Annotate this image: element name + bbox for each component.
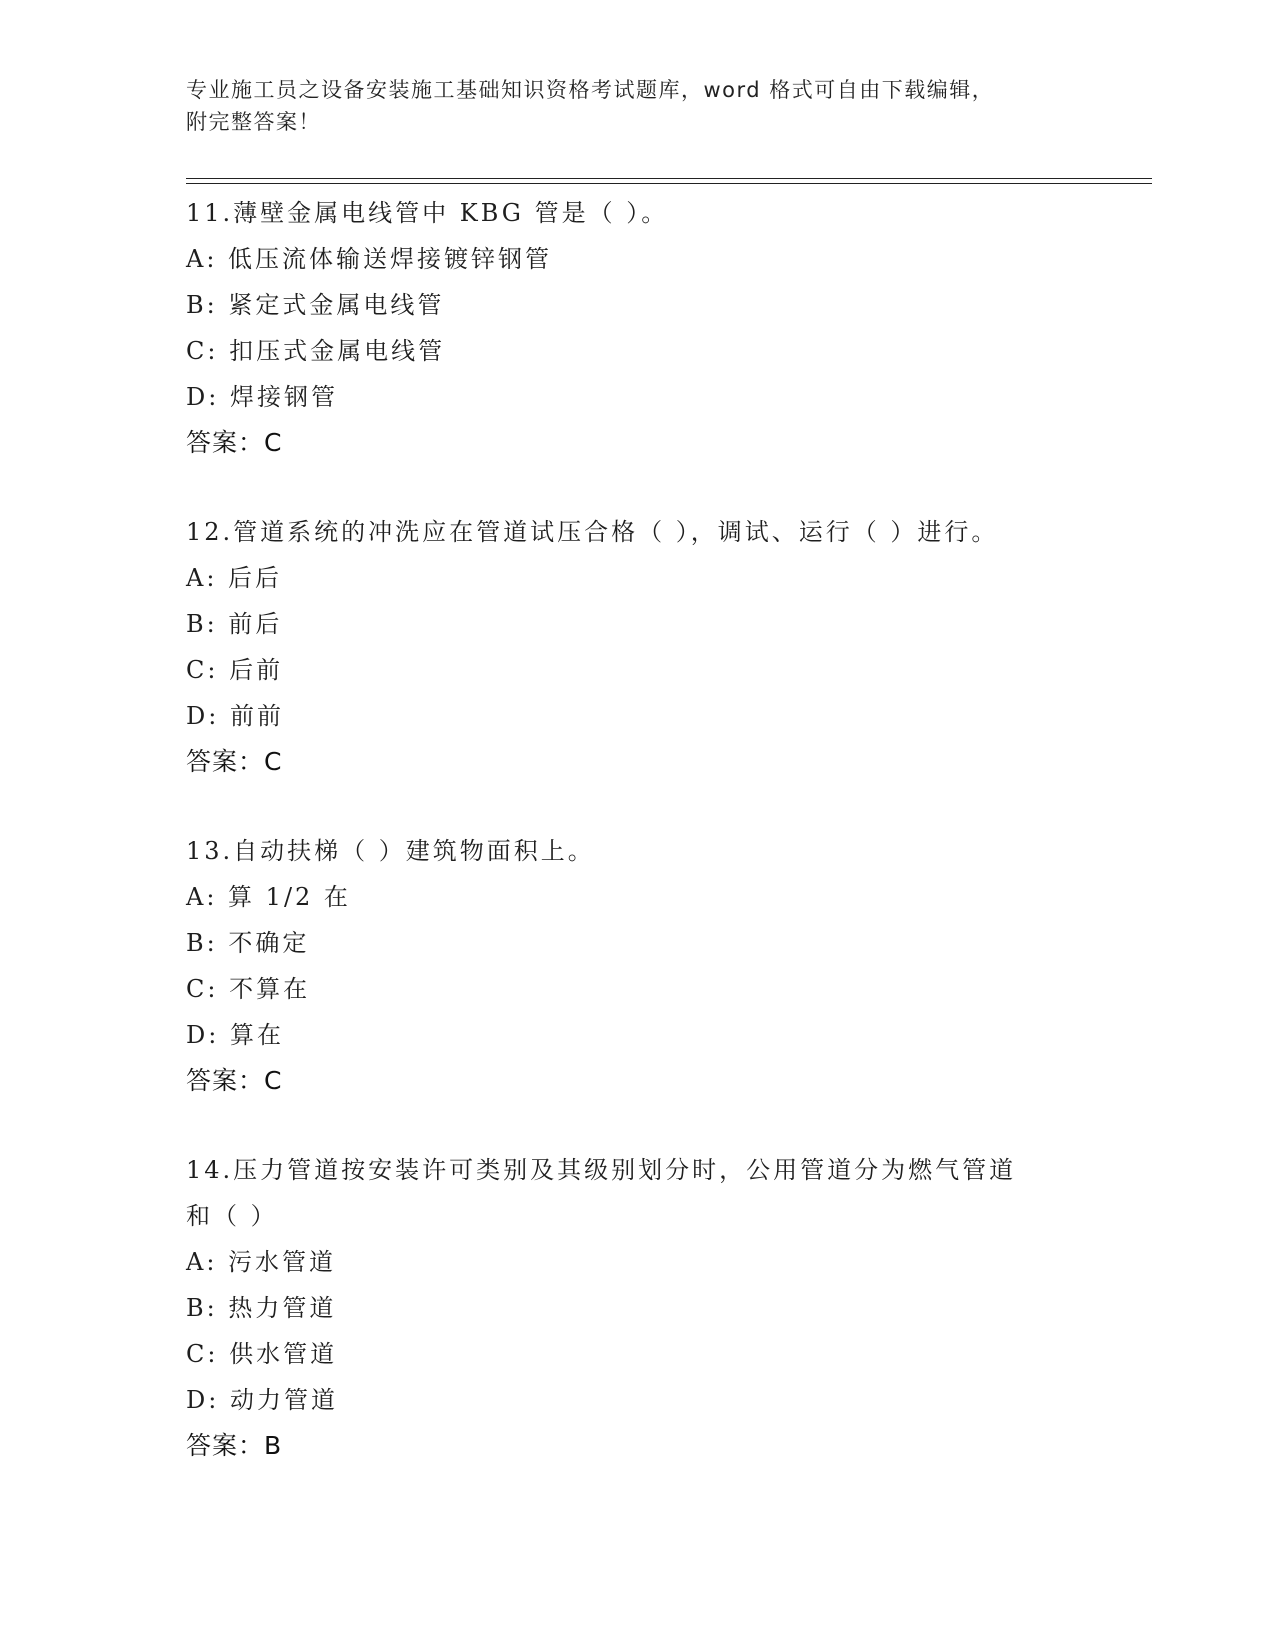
option-c: C: 后前	[186, 656, 284, 684]
answer-value: C	[264, 747, 283, 776]
answer-line	[186, 1058, 1086, 1104]
header-divider-top	[186, 178, 1152, 179]
question-12	[186, 509, 1086, 785]
option-b: B: 热力管道	[186, 1294, 337, 1322]
option-a: A: 算 1/2 在	[186, 883, 351, 911]
option-d: D: 算在	[186, 1021, 284, 1049]
option-c: C: 扣压式金属电线管	[186, 337, 446, 365]
option-b: B: 不确定	[186, 929, 310, 957]
answer-label: 答案：	[186, 1431, 265, 1460]
question-11	[186, 190, 1086, 466]
answer-value: C	[264, 428, 283, 457]
question-list	[186, 190, 1086, 1512]
answer-label: 答案：	[186, 1066, 265, 1095]
option-a: A: 低压流体输送焊接镀锌钢管	[186, 245, 553, 273]
question-stem-line-2: 和（ ）	[186, 1202, 278, 1230]
answer-label: 答案：	[186, 428, 265, 457]
option-d: D: 焊接钢管	[186, 383, 338, 411]
header-line-1: 专业施工员之设备安装施工基础知识资格考试题库，word 格式可自由下载编辑，	[186, 78, 995, 102]
option-c: C: 不算在	[186, 975, 311, 1003]
question-stem: 12.管道系统的冲洗应在管道试压合格（ ），调试、运行（ ）进行。	[186, 518, 999, 546]
document-header	[186, 74, 1066, 138]
header-divider-bottom	[186, 183, 1152, 184]
answer-line	[186, 739, 1086, 785]
question-14	[186, 1147, 1086, 1469]
answer-value: B	[264, 1431, 283, 1460]
question-13	[186, 828, 1086, 1104]
option-d: D: 前前	[186, 702, 284, 730]
answer-label: 答案：	[186, 747, 265, 776]
option-d: D: 动力管道	[186, 1386, 338, 1414]
option-a: A: 后后	[186, 564, 283, 592]
option-c: C: 供水管道	[186, 1340, 338, 1368]
question-stem-line-1: 14.压力管道按安装许可类别及其级别划分时，公用管道分为燃气管道	[186, 1156, 1017, 1184]
header-line-2: 附完整答案！	[186, 110, 321, 134]
answer-line	[186, 1423, 1086, 1469]
question-stem: 13.自动扶梯（ ）建筑物面积上。	[186, 837, 595, 865]
question-stem: 11.薄壁金属电线管中 KBG 管是（ ）。	[186, 199, 669, 227]
option-a: A: 污水管道	[186, 1248, 337, 1276]
answer-line	[186, 420, 1086, 466]
answer-value: C	[264, 1066, 283, 1095]
option-b: B: 紧定式金属电线管	[186, 291, 445, 319]
option-b: B: 前后	[186, 610, 283, 638]
